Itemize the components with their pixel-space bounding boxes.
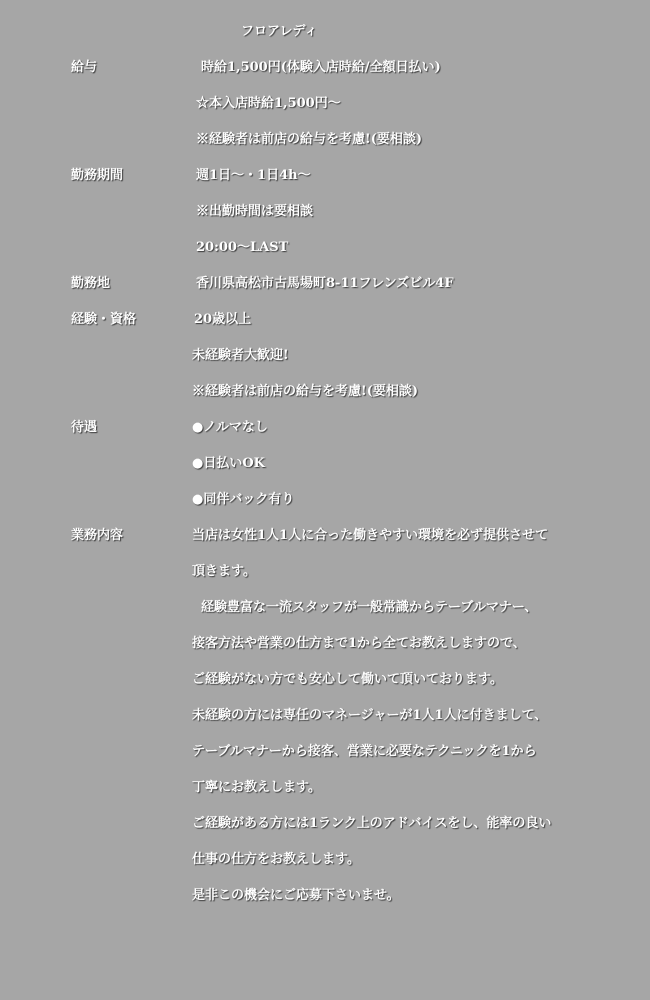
row-description-line [0,742,650,762]
row-description-line [0,598,650,618]
row-label-job-description: 業務内容 [71,528,124,543]
row-value: 香川県高松市古馬場町8-11フレンズビル4F [196,276,454,291]
row-value: ●ノルマなし [192,420,268,435]
row-work-period-note [0,202,650,222]
job-title: フロアレディ [241,24,318,39]
row-description-line [0,706,650,726]
row-location [0,274,650,294]
row-value: 是非この機会にご応募下さいませ。 [192,888,400,903]
row-description-line [0,850,650,870]
row-value: 未経験の方には専任のマネージャーが1人1人に付きまして、 [192,708,548,723]
row-label-qualification: 経験・資格 [71,312,137,327]
row-salary-note [0,130,650,150]
row-job-description [0,526,650,546]
row-benefits-daily-pay [0,454,650,474]
row-value: ※経験者は前店の給与を考慮!(要相談) [196,132,423,147]
row-value: テーブルマナーから接客、営業に必要なテクニックを1から [192,744,537,759]
row-salary-detail [0,94,650,114]
row-value: 20:00～LAST [196,240,289,255]
row-value: ご経験がない方でも安心して働いて頂いております。 [192,672,503,687]
row-label-salary: 給与 [71,60,98,75]
row-value: 仕事の仕方をお教えします。 [192,852,360,867]
row-value: ※出勤時間は要相談 [196,204,314,219]
row-label-work-period: 勤務期間 [71,168,124,183]
row-work-period [0,166,650,186]
row-salary [0,58,650,78]
row-value: 接客方法や営業の仕方まで1から全てお教えしますので、 [192,636,526,651]
row-label-benefits: 待遇 [71,420,98,435]
row-benefits [0,418,650,438]
row-value: ご経験がある方には1ランク上のアドバイスをし、能率の良い [192,816,552,831]
row-value: 未経験者大歓迎! [192,348,289,363]
row-value: 頂きます。 [192,564,256,579]
row-description-line [0,886,650,906]
row-description-line [0,814,650,834]
row-value: 週1日～・1日4h～ [196,168,311,183]
row-description-line [0,778,650,798]
row-value: ●日払いOK [192,456,265,471]
row-value: 経験豊富な一流スタッフが一般常識からテーブルマナー、 [192,600,538,615]
row-work-hours [0,238,650,258]
row-qualification [0,310,650,330]
row-value: 当店は女性1人1人に合った働きやすい環境を必ず提供させて [192,528,549,543]
row-value: 20歳以上 [194,312,252,327]
row-value: 丁寧にお教えします。 [192,780,321,795]
row-description-line [0,634,650,654]
row-description-line [0,562,650,582]
row-label-location: 勤務地 [71,276,111,291]
row-qualification-note [0,382,650,402]
row-value: 時給1,500円(体験入店時給/全額日払い) [201,60,441,75]
row-value: ※経験者は前店の給与を考慮!(要相談) [192,384,419,399]
row-description-line [0,670,650,690]
row-benefits-bonus [0,490,650,510]
row-value: ●同伴バック有り [192,492,295,507]
row-qualification-detail [0,346,650,366]
row-value: ☆本入店時給1,500円～ [196,96,341,111]
